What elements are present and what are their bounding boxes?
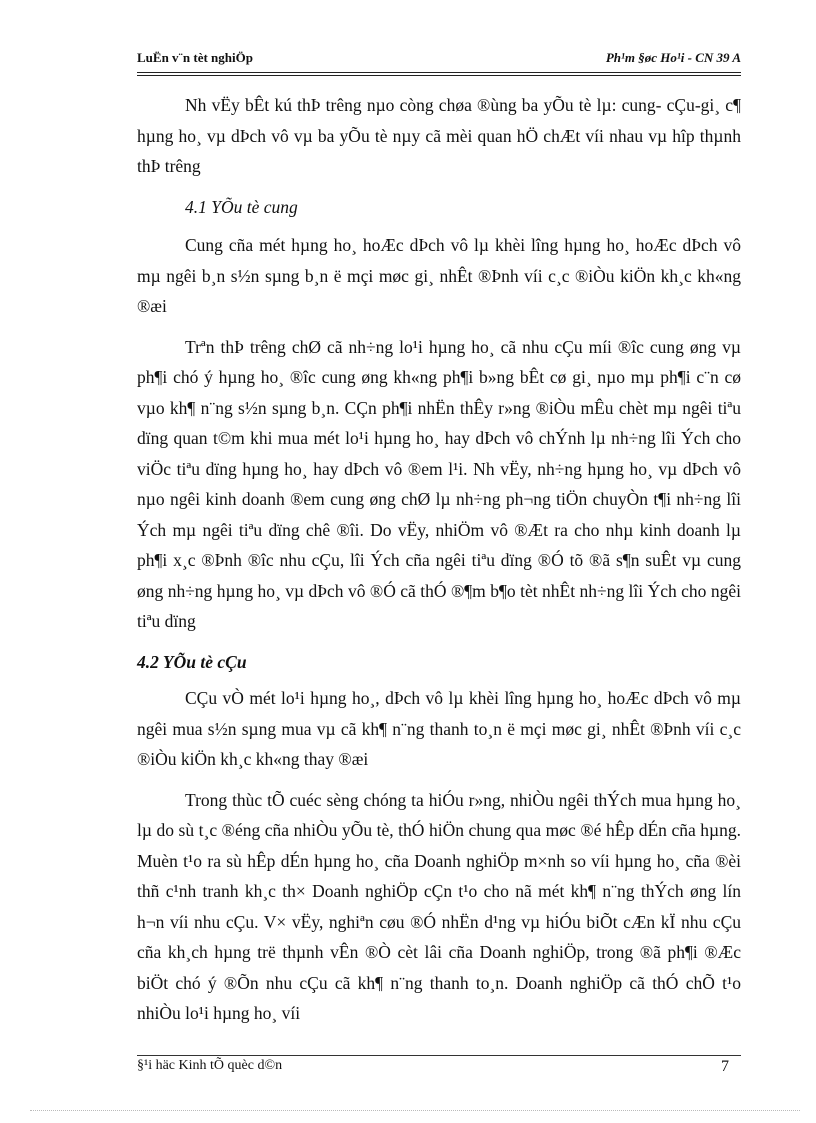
page-footer [137, 1058, 741, 1076]
page-header [137, 50, 741, 66]
page-number: 7 [721, 1058, 729, 1075]
section-heading-demand: 4.2 YÕu tè cÇu [137, 651, 247, 672]
footer-divider [137, 1055, 741, 1056]
page-bottom-border [30, 1110, 800, 1111]
header-divider [137, 72, 741, 76]
header-right-text: Ph¹m §øc Ho¹i - CN 39 A [605, 50, 741, 65]
supply-paragraph-1: Cung cña mét hµng ho¸ hoÆc dÞch vô lµ khèi lîng hµng ho¸ hoÆc dÞch vô mµ ngêi b¸n s½n sµng b¸n ë mçi møc gi¸ nhÊt ®Þnh víi c¸c ®iÒu kiÖn kh¸c kh«ng ®æi [137, 235, 741, 316]
document-body [137, 90, 741, 1039]
intro-paragraph: Nh vËy bÊt kú thÞ trêng nµo còng chøa ®ùng ba yÕu tè lµ: cung- cÇu-gi¸ c¶ hµng ho¸ vµ dÞch vô vµ ba yÕu tè nµy cã mèi quan hÖ chÆt víi nhau vµ hîp thµnh thÞ trêng [137, 95, 741, 176]
supply-paragraph-2: Trªn thÞ trêng chØ cã nh÷ng lo¹i hµng ho¸ cã nhu cÇu míi ®îc cung øng vµ ph¶i chó ý hµng ho¸ ®îc cung øng kh«ng ph¶i b»ng bÊt cø gi¸ nµo mµ ph¶i c¨n cø vµo kh¶ n¨ng s½n sµng b¸n. CÇn ph¶i nhËn thÊy r»ng ®iÒu mÊu chèt mµ ngêi tiªu dïng quan t©m khi mua mét lo¹i hµng ho¸ hay dÞch vô chÝnh lµ nh÷ng lîi Ých cho viÖc tiªu dïng hµng ho¸ hay dÞch vô ®em l¹i. Nh vËy, nh÷ng hµng ho¸ vµ dÞch vô nµo ngêi kinh doanh ®em cung øng chØ lµ nh÷ng ph¬ng tiÖn chuyÒn t¶i nh÷ng lîi Ých mµ ngêi tiªu dïng chê ®îi. Do vËy, nhiÖm vô ®Æt ra cho nhµ kinh doanh lµ ph¶i x¸c ®Þnh ®îc nhu cÇu, lîi Ých cña ngêi tiªu dïng ®Ó tõ ®ã s¶n suÊt vµ cung øng nh÷ng hµng ho¸ vµ dÞch vô ®Ó cã thÓ ®¶m b¶o tèt nhÊt nh÷ng lîi Ých cho ngêi tiªu dïng [137, 336, 741, 631]
footer-institution: §¹i häc Kinh tÕ quèc d©n [137, 1058, 283, 1073]
demand-paragraph-1: CÇu vÒ mét lo¹i hµng ho¸, dÞch vô lµ khèi lîng hµng ho¸ hoÆc dÞch vô mµ ngêi mua s½n sµng mua vµ cã kh¶ n¨ng thanh to¸n ë mçi møc gi¸ nhÊt ®Þnh víi c¸c ®iÒu kiÖn kh¸c kh«ng thay ®æi [137, 688, 741, 769]
demand-paragraph-2: Trong thùc tÕ cuéc sèng chóng ta hiÓu r»ng, nhiÒu ngêi thÝch mua hµng ho¸ lµ do sù t¸c ®éng cña nhiÒu yÕu tè, thÓ hiÖn chung qua møc ®é hÊp dÉn cña hµng. Muèn t¹o ra sù hÊp dÉn hµng ho¸ cña Doanh nghiÖp m×nh so víi hµng ho¸ cña ®èi thñ c¹nh tranh kh¸c th× Doanh nghiÖp cÇn t¹o cho nã mét kh¶ n¨ng thÝch øng lín h¬n víi nhu cÇu. V× vËy, nghiªn cøu ®Ó nhËn d¹ng vµ hiÓu biÕt cÆn kÏ nhu cÇu cña kh¸ch hµng trë thµnh vÊn ®Ò cèt lâi cña Doanh nghiÖp, trong ®ã ph¶i ®Æc biÖt chó ý ®Õn nhu cÇu cã kh¶ n¨ng thanh to¸n. Doanh nghiÖp cã thÓ chÕ t¹o nhiÒu lo¹i hµng ho¸ víi [137, 789, 741, 1023]
header-left-text: LuËn v¨n tèt nghiÖp [137, 50, 253, 65]
section-heading-supply: 4.1 YÕu tè cung [185, 196, 298, 217]
